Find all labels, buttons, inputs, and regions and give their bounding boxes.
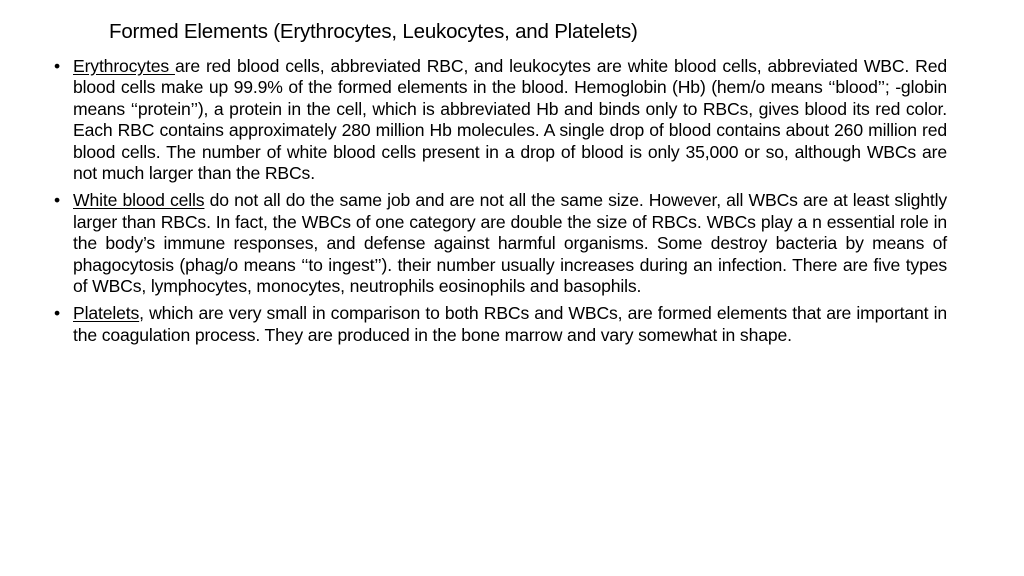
bullet-list (54, 56, 947, 352)
bullet-dot-icon: • (54, 303, 61, 324)
slide-title: Formed Elements (Erythrocytes, Leukocytes, and Platelets) (109, 20, 638, 43)
term-erythrocytes: Erythrocytes (73, 56, 175, 76)
bullet-dot-icon: • (54, 56, 61, 76)
bullet-text: , which are very small in comparison to both RBCs and WBCs, are formed elements that are important in the coagulation process. They are produced in the bone marrow and vary somewhat in shape. (73, 303, 947, 345)
term-platelets: Platelets (73, 303, 140, 324)
term-white-blood-cells: White blood cells (73, 190, 205, 211)
bullet-erythrocytes (54, 56, 947, 184)
bullet-white-blood-cells (54, 190, 947, 297)
bullet-text: are red blood cells, abbreviated RBC, and leukocytes are white blood cells, abbreviated WBC. Red blood cells make up 99.9% of the formed elements in the blood. Hemoglobin (Hb) (hem/o means ‘‘blood’’; -globin means ‘‘protein’’), a protein in the cell, which is abbreviated Hb and binds only to RBCs, gives blood its red color. Each RBC contains approximately 280 million Hb molecules. A single drop of blood contains about 260 million red blood cells. The number of white blood cells present in a drop of blood is only 35,000 or so, although WBCs are not much larger than the RBCs. (73, 56, 947, 184)
bullet-dot-icon: • (54, 190, 61, 211)
bullet-text: do not all do the same job and are not all the same size. However, all WBCs are at least slightly larger than RBCs. In fact, the WBCs of one category are double the size of RBCs. WBCs play a n essential role in the body’s immune responses, and defense against harmful organisms. Some destroy bacteria by means of phagocytosis (phag/o means ‘‘to ingest’’). their number usually increases during an infection. There are five types of WBCs, lymphocytes, monocytes, neutrophils eosinophils and basophils. (73, 190, 947, 297)
bullet-platelets (54, 303, 947, 346)
